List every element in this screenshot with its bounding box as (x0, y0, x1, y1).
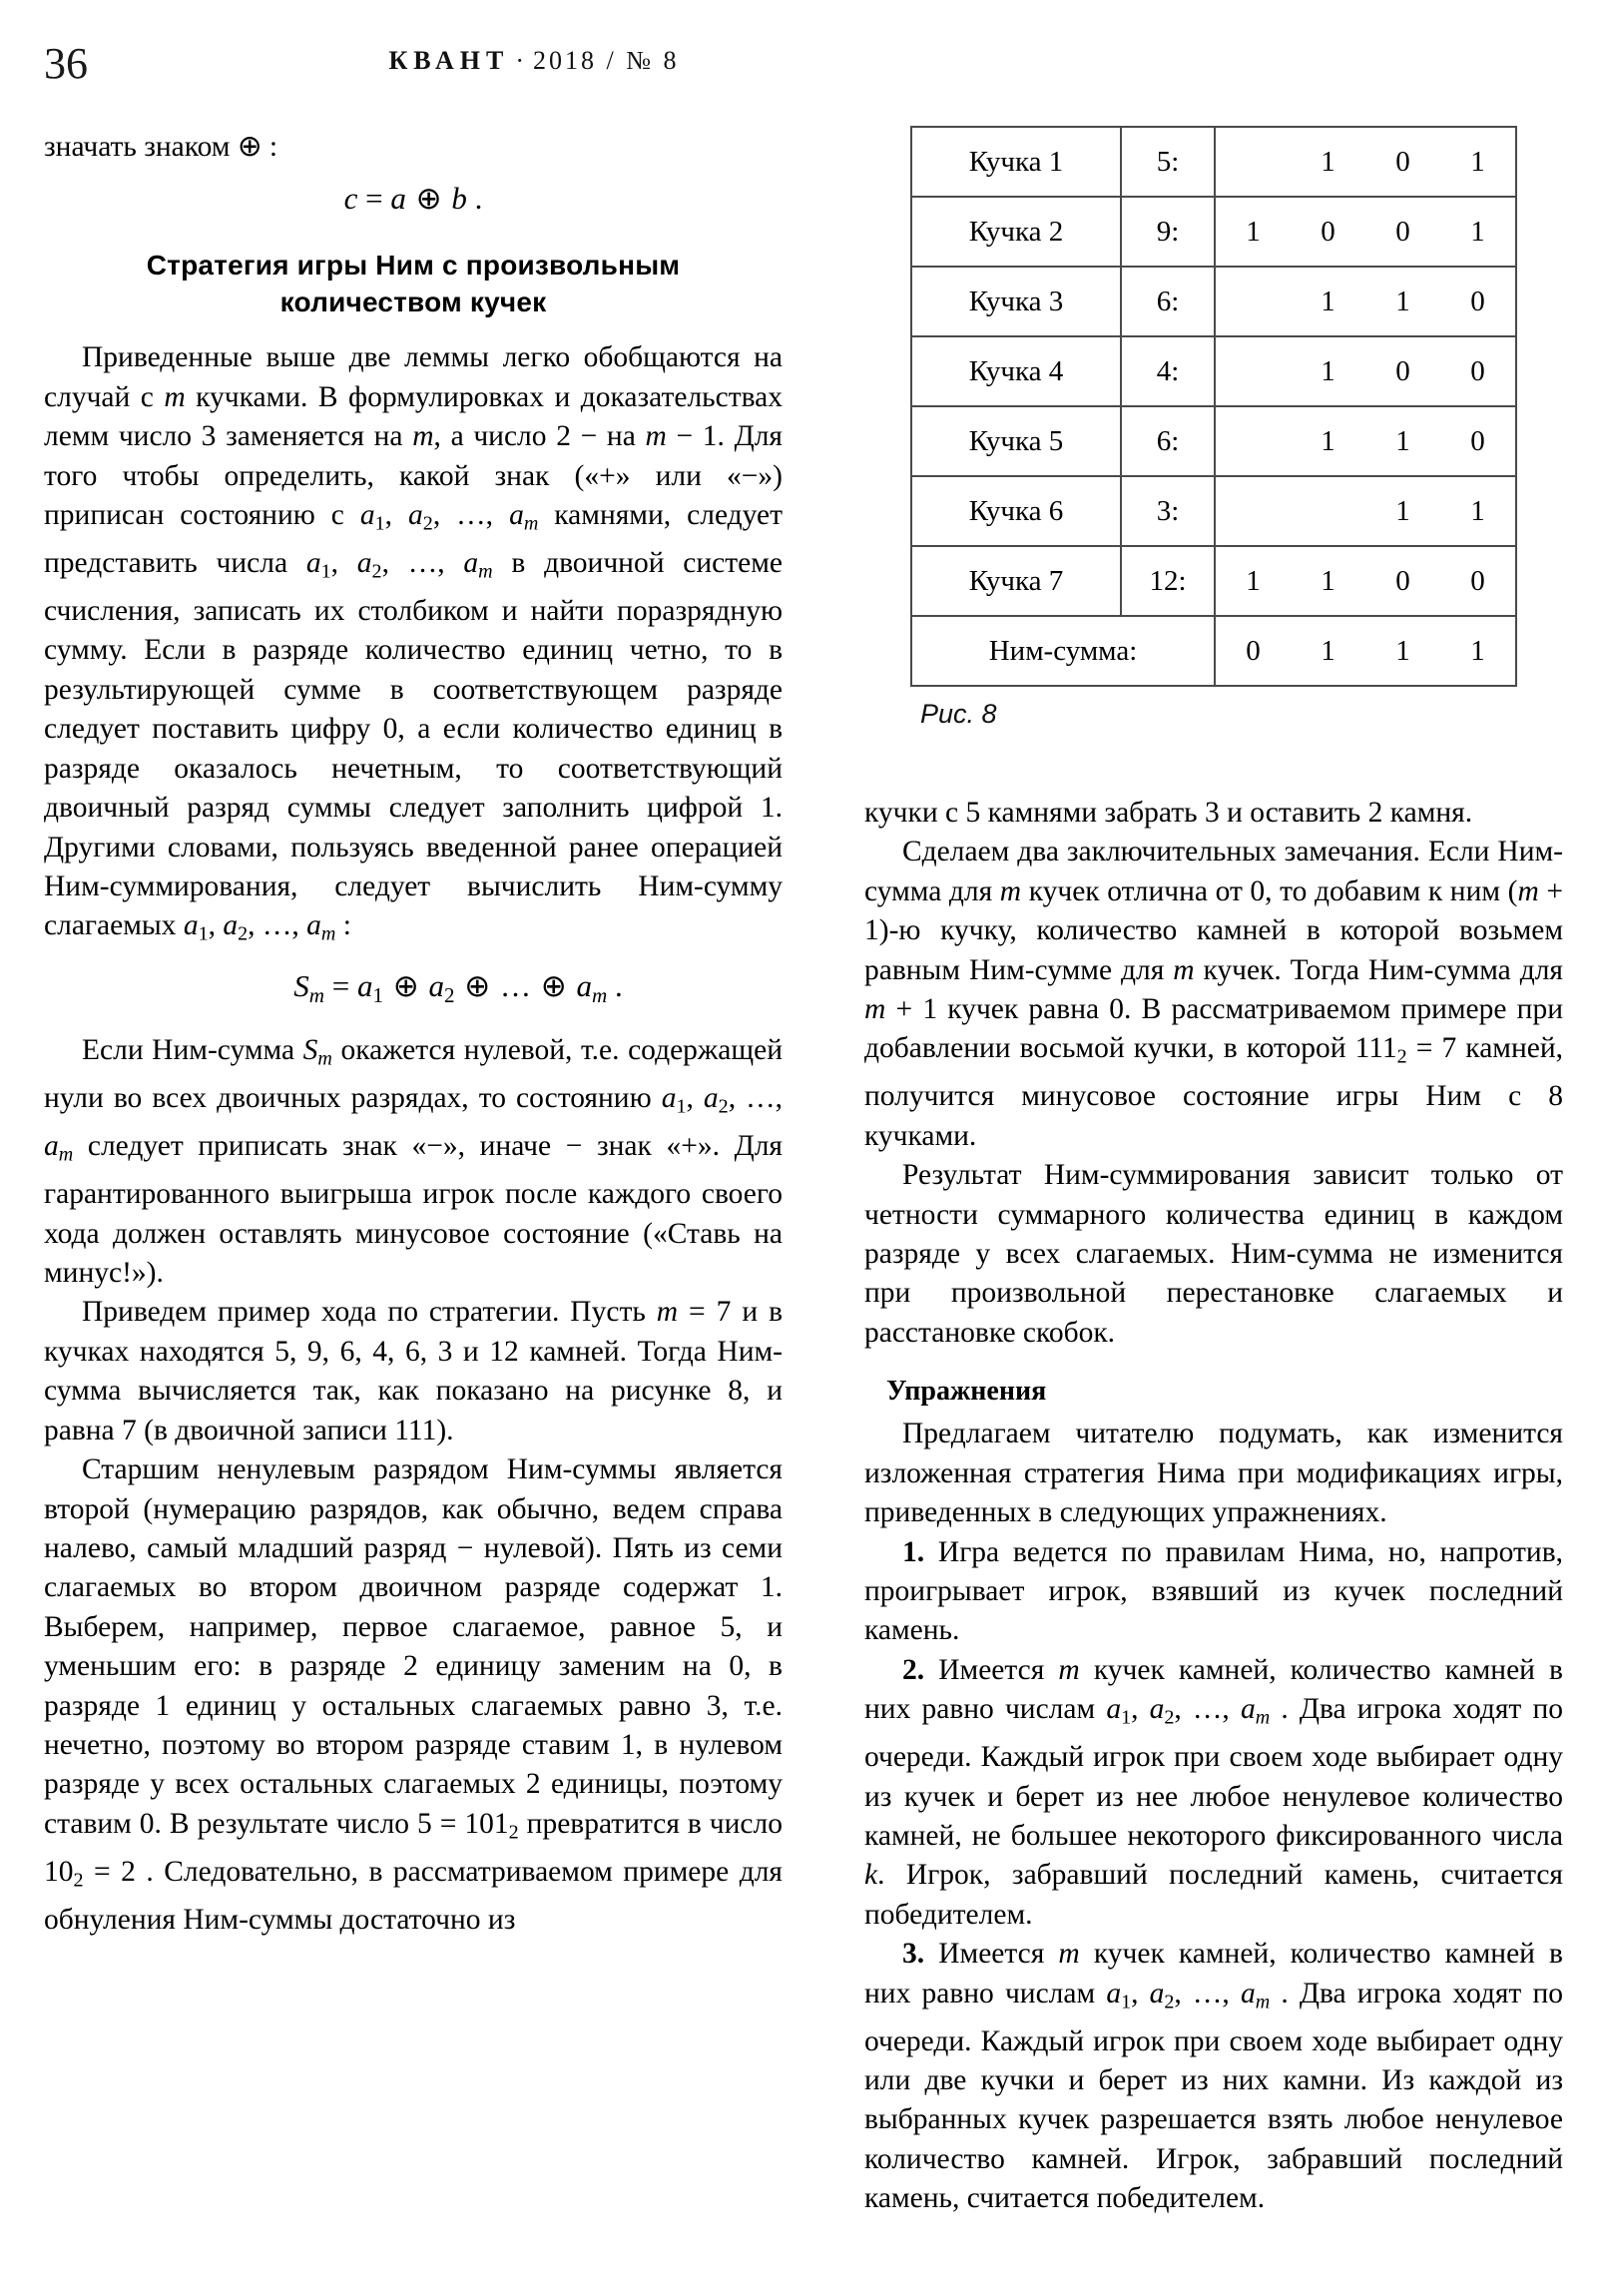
r2-m1: m (999, 874, 1022, 907)
exercise-2 (864, 1651, 1563, 1935)
binary-digit: 1 (1470, 634, 1485, 667)
p1-d: − 1. Для того чтобы определить, какой знак («+» или «−») приписан состоянию с (44, 420, 783, 532)
binary-digit: 1 (1321, 424, 1335, 457)
p1-vars-3: a1, a2, …, $a_m$ (183, 909, 336, 945)
pile-binary-cell (1215, 546, 1516, 616)
exercise-1 (864, 1533, 1563, 1651)
binary-digit: 1 (1395, 494, 1410, 527)
pile-name-cell: Кучка 2 (911, 197, 1121, 267)
binary-digit: 1 (1470, 494, 1485, 527)
pile-count-cell: 5: (1121, 127, 1215, 197)
p1-f: в двоичной системе счисления, записать их столбиком и найти поразрядную сумму. Если в разряде количество единиц четно, то в результирующей сумме в соответствующем разряде следует поставить цифру 0, а если количество единиц в разряде оказалось нечетным, то соответствующий двоичный разряд суммы следует заполнить цифрой 1. Другими словами, пользуясь введенной ранее операцией Ним-суммирования, следует вычислить Ним-сумму слагаемых (44, 547, 783, 942)
binary-digit: 1 (1470, 145, 1485, 178)
table-row (911, 546, 1516, 616)
table-row (911, 336, 1516, 406)
exercise-3-b: кучек камней, количество камней в них равно числам (864, 1938, 1563, 2009)
p2-text-a: Если Ним-сумма (82, 1034, 303, 1067)
pile-binary-cell (1215, 406, 1516, 476)
r2-c: -ю кучку, количество камней в которой возьмем равным Ним-сумме для (864, 914, 1563, 986)
exercise-2-vars: a1, a2, …, $a_m$ (1106, 1693, 1271, 1729)
issue-label: 2018 / № 8 (533, 46, 680, 75)
binary-digit: 1 (1246, 564, 1261, 597)
paragraph-zero-nim-sum (44, 1031, 783, 1293)
p1-b: кучками. В формулировках и доказательствах лемм число 3 заменяется на (44, 380, 783, 453)
pile-count-cell: 6: (1121, 406, 1215, 476)
table-row (911, 476, 1516, 546)
exercise-1-text: Игра ведется по правилам Нима, но, напротив, проигрывает игрок, взявший из кучек последний камень. (864, 1535, 1563, 1647)
p1-m3: m (645, 420, 667, 453)
paragraph-parity-property: Результат Ним-суммирования зависит только от четности суммарного количества единиц в каждом разряде у всех слагаемых. Ним-сумма не изменится при произвольной перестановке слагаемых и расстановке скобок. (864, 1159, 1563, 1349)
binary-digit: 0 (1470, 285, 1485, 317)
exercise-3-a: Имеется (924, 1938, 1059, 1971)
binary-digit: 0 (1395, 215, 1410, 248)
p1-e: камнями, следует представить числа (44, 499, 784, 580)
p1-c: , а число 2 − на (433, 420, 646, 453)
nim-table-body (911, 127, 1516, 686)
r2-d: кучек. Тогда Ним-сумма для (1194, 953, 1563, 986)
p1-m2: m (412, 420, 434, 453)
pile-name-cell: Кучка 4 (911, 336, 1121, 406)
binary-digit: 0 (1395, 564, 1410, 597)
pile-count-cell: 3: (1121, 476, 1215, 546)
r2-b: кучек отлична от 0, то добавим к ним (1021, 874, 1508, 907)
binary-digit: 1 (1470, 215, 1485, 248)
exercise-2-number: 2. (902, 1653, 925, 1686)
pile-count-cell: 4: (1121, 336, 1215, 406)
pile-name-cell: Кучка 5 (911, 406, 1121, 476)
binary-digit: 1 (1321, 285, 1335, 317)
nim-sum-row (911, 616, 1516, 686)
running-head (0, 46, 1068, 76)
r2-m2: m (1173, 953, 1195, 986)
binary-digits (1216, 128, 1515, 196)
p1-vars-2: a1, a2, …, $a_m$ (305, 547, 493, 583)
pile-count-cell: 6: (1121, 267, 1215, 336)
p3-a: Приведем пример хода по стратегии. Пусть (82, 1296, 657, 1329)
p3-b: = 7 и в кучках находятся 5, 9, 6, 4, 6, 3 и 12 камней. Тогда Ним-сумма вычисляется так, как показано на рисунке 8, и равна 7 (в двоичной записи 111). (44, 1296, 783, 1446)
binary-digit: 0 (1395, 354, 1410, 387)
right-column (864, 794, 1563, 2219)
binary-digits (1216, 407, 1515, 475)
exercise-3 (864, 1935, 1563, 2218)
lead-paragraph: значать знаком ⊕ : (44, 131, 278, 163)
left-column (44, 128, 783, 1940)
pile-name-cell: Кучка 3 (911, 267, 1121, 336)
binary-digit: 1 (1321, 145, 1335, 178)
binary-digit: 0 (1470, 564, 1485, 597)
binary-digits (1216, 337, 1515, 405)
exercise-1-number: 1. (902, 1535, 925, 1568)
section-heading (44, 247, 783, 320)
formula-nim-sum-sm: $S_m = a1$ ⊕ a2 ⊕ … ⊕ $a_m$ . (293, 968, 623, 1008)
binary-digit: 1 (1321, 634, 1335, 667)
r2-a: Сделаем два заключительных замечания. Если Ним-сумма для (864, 836, 1563, 907)
section-heading-line-1: Стратегия игры Ним с произвольным (146, 250, 681, 282)
exercise-3-number: 3. (902, 1938, 925, 1971)
binary-digits (1216, 477, 1515, 545)
binary-digit: 1 (1246, 215, 1261, 248)
pile-binary-cell (1215, 267, 1516, 336)
binary-digits (1216, 268, 1515, 335)
p1-a: Приведенные выше две леммы легко обобщаются на случай с (44, 341, 783, 413)
p2-sm: $S_m$ (302, 1034, 332, 1070)
nim-sum-binary-cell (1215, 616, 1516, 686)
p3-m: m (656, 1296, 679, 1329)
p2-vars: a1, a2, …, $a_m$ (44, 1082, 784, 1166)
r2-m3: m (864, 993, 886, 1026)
p2-text-b: окажется нулевой, т.е. содержащей нули во всех двоичных разрядах, то состоянию (44, 1034, 783, 1115)
binary-digits (1216, 547, 1515, 615)
exercise-2-m: m (1058, 1653, 1080, 1686)
figure-8 (910, 126, 1509, 730)
binary-digits (1216, 617, 1515, 685)
binary-digit: 1 (1321, 564, 1335, 597)
binary-digit: 0 (1395, 145, 1410, 178)
paragraph-exercises-intro: Предлагаем читателю подумать, как изменится изложенная стратегия Нима при модификациях игры, приведенных в следующих упражнениях. (864, 1418, 1563, 1529)
paragraph-highest-bit: Старшим ненулевым разрядом Ним-суммы является второй (нумерацию разрядов, как обычно, ведем справа налево, самый младший разряд − нулевой). Пять из семи слагаемых во втором двоичном разряде содержат 1. Выберем, например, первое слагаемое, равное 5, и уменьшим его: в разряде 2 единицу заменим на 0, в разряде 1 единиц у остальных слагаемых равно 3, т.е. нечетно, поэтому во втором разряде ставим 1, в нулевом разряде у всех остальных слагаемых 2 единицы, поэтому ставим 0. В результате число 5 = 1012 превратится в число 102 = 2 . Следовательно, в рассматриваемом примере для обнуления Ним-суммы достаточно из (44, 1453, 783, 1936)
p1-g: : (335, 909, 351, 942)
nim-sum-label-cell: Ним-сумма: (911, 616, 1215, 686)
binary-digit: 1 (1395, 424, 1410, 457)
figure-caption: Рис. 8 (920, 699, 997, 729)
pile-binary-cell (1215, 476, 1516, 546)
pile-count-cell: 12: (1121, 546, 1215, 616)
journal-title: КВАНТ (388, 46, 510, 75)
binary-digit: 1 (1395, 634, 1410, 667)
binary-digit: 0 (1470, 354, 1485, 387)
p1-vars-1: a1, a2, …, $a_m$ (359, 499, 539, 535)
table-row (911, 127, 1516, 197)
exercise-2-k: k (864, 1859, 878, 1892)
pile-binary-cell (1215, 336, 1516, 406)
exercises-heading: Упражнения (886, 1376, 1047, 1408)
page-header (0, 36, 1597, 96)
pile-count-cell: 9: (1121, 197, 1215, 267)
binary-digit: 0 (1321, 215, 1335, 248)
binary-digits (1216, 198, 1515, 266)
paragraph-two-remarks (864, 833, 1563, 1156)
paragraph-take-3-leave-2: кучки с 5 камнями забрать 3 и оставить 2 камня. (864, 797, 1473, 829)
exercise-2-b: кучек камней, количество камней в них равно числам (864, 1653, 1563, 1726)
exercise-2-c: . Два игрока ходят по очереди. Каждый игрок при своем ходе выбирает одну из кучек и берет из нее любое ненулевое количество камней, не большее некоторого фиксированного числа (864, 1693, 1564, 1852)
binary-digit: 0 (1246, 634, 1261, 667)
exercise-3-m: m (1058, 1938, 1080, 1971)
pile-binary-cell (1215, 197, 1516, 267)
section-heading-line-2: количеством кучек (279, 287, 547, 318)
formula-c-equals-a-xor-b: c = a ⊕ b . (343, 181, 483, 217)
pile-binary-cell (1215, 127, 1516, 197)
binary-digit: 1 (1395, 285, 1410, 317)
exercise-2-d: . Игрок, забравший последний камень, считается победителем. (864, 1859, 1563, 1931)
nim-sum-table (910, 126, 1517, 687)
running-head-separator: · (515, 46, 528, 75)
exercise-3-vars: a1, a2, …, $a_m$ (1106, 1977, 1271, 2013)
binary-digit: 0 (1470, 424, 1485, 457)
binary-digit: 1 (1321, 354, 1335, 387)
pile-name-cell: Кучка 6 (911, 476, 1121, 546)
r2-m-plus-1: (m + 1) (864, 874, 1564, 947)
p2-text-c: следует приписать знак «−», иначе − знак «+». Для гарантированного выигрыша игрок после каждого своего хода должен оставлять минусовое состояние («Ставь на минус!»). (44, 1130, 783, 1290)
table-row (911, 406, 1516, 476)
table-row (911, 267, 1516, 336)
table-row (911, 197, 1516, 267)
paragraph-example-move (44, 1293, 783, 1450)
r2-e: + 1 кучек равна 0. В рассматриваемом примере при добавлении восьмой кучки, в которой 1112 = 7 камней, получится минусовое состояние игры Ним с 8 кучками. (864, 993, 1563, 1152)
pile-name-cell: Кучка 7 (911, 546, 1121, 616)
page-number: 36 (44, 39, 88, 88)
p1-m1: m (164, 380, 186, 413)
exercise-3-c: . Два игрока ходят по очереди. Каждый игрок при своем ходе выбирает одну или две кучки и берет из них камни. Из каждой из выбранных кучек разрешается взять любое ненулевое количество камней. Игрок, забравший последний камень, считается победителем. (864, 1977, 1564, 2215)
paragraph-generalization (44, 338, 783, 954)
pile-name-cell: Кучка 1 (911, 127, 1121, 197)
exercise-2-a: Имеется (924, 1653, 1059, 1686)
